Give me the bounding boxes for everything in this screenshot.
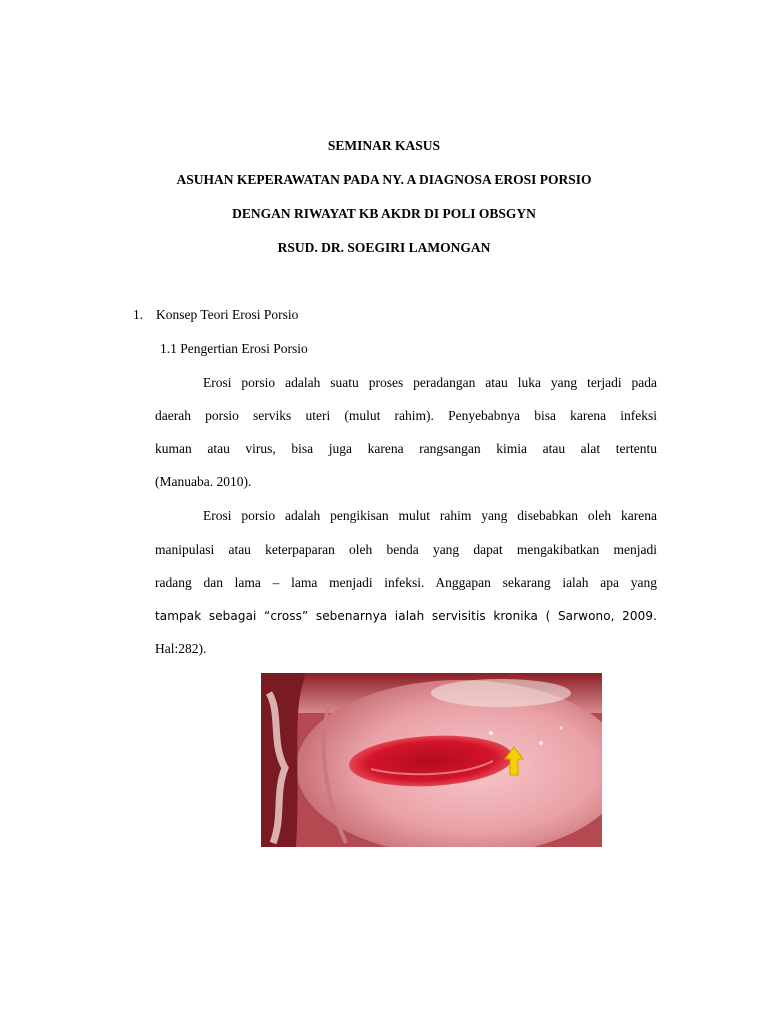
paragraph-1-line-3: kuman atau virus, bisa juga karena rangsangan kimia atau alat tertentu [155,441,657,456]
paragraph-1-line-2: daerah porsio serviks uteri (mulut rahim). Penyebabnya bisa karena infeksi [155,408,657,423]
paragraph-1-line-4: (Manuaba. 2010). [155,474,252,489]
section-number: 1. [133,307,144,322]
case-title-line-2: DENGAN RIWAYAT KB AKDR DI POLI OBSGYN [232,206,536,221]
seminar-title: SEMINAR KASUS [327,138,441,153]
paragraph-2-line-3: radang dan lama – lama menjadi infeksi. Anggapan sekarang ialah apa yang [155,575,657,590]
paragraph-2-line-5: Hal:282). [155,641,207,656]
case-title-line-1: ASUHAN KEPERAWATAN PADA NY. A DIAGNOSA EROSI PORSIO [176,172,592,187]
hospital-title: RSUD. DR. SOEGIRI LAMONGAN [277,240,491,255]
subsection-heading: 1.1 Pengertian Erosi Porsio [160,341,308,356]
cervix-erosion-photo [261,673,602,847]
paragraph-1-line-1: Erosi porsio adalah suatu proses peradangan atau luka yang terjadi pada [203,375,657,390]
paragraph-2-line-2: manipulasi atau keterpaparan oleh benda yang dapat mengakibatkan menjadi [155,542,657,557]
section-heading: Konsep Teori Erosi Porsio [156,307,299,322]
paragraph-2-line-4: tampak sebagai “cross” sebenarnya ialah servisitis kronika ( Sarwono, 2009. [155,609,657,623]
paragraph-2-line-1: Erosi porsio adalah pengikisan mulut rahim yang disebabkan oleh karena [203,508,657,523]
